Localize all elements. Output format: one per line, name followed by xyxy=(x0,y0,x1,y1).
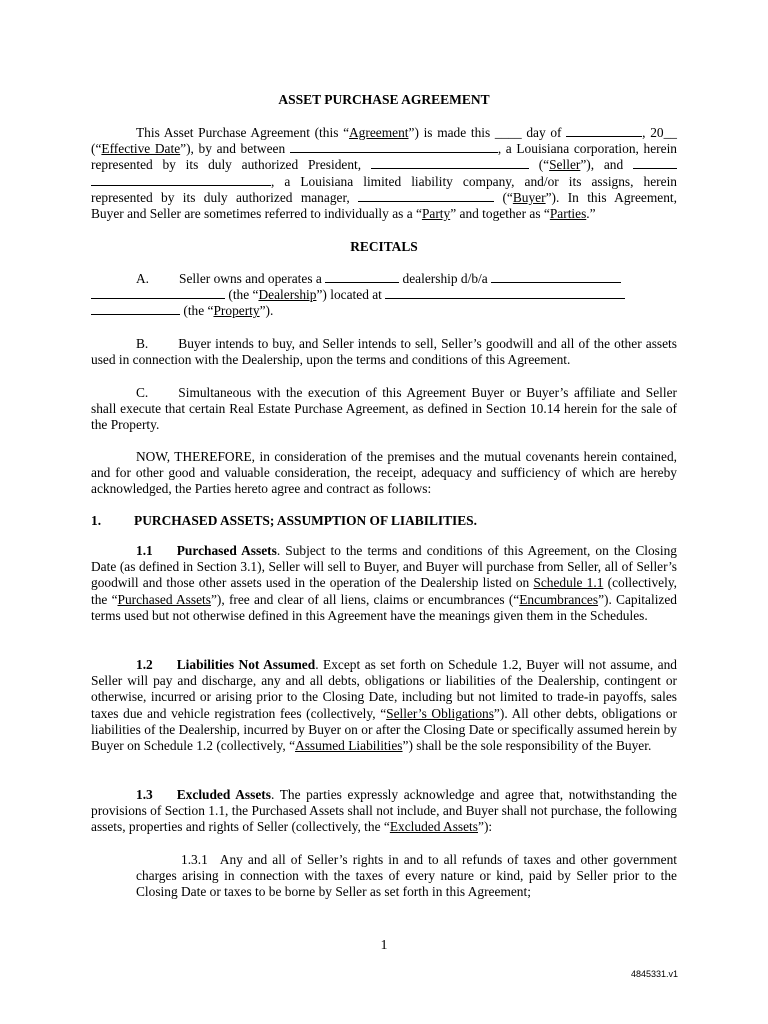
document-id: 4845331.v1 xyxy=(630,969,678,979)
recital-c: C. Simultaneous with the execution of this Agreement Buyer or Buyer’s affiliate and Seller shall execute that certain Real Estate Purchase Agreement, as defined in Section 10.14 herein for the sale of the Property. xyxy=(91,385,677,433)
recital-a: A. Seller owns and operates a dealership d/b/a (the “Dealership”) located at (the “Property”). xyxy=(91,271,677,320)
section-1-3-1: 1.3.1 Any and all of Seller’s rights in and to all refunds of taxes and other government charges arising in connection with the taxes of every nature or kind, paid by Seller prior to the Closing Date or taxes to be borne by Seller as set forth in this Agreement; xyxy=(136,852,677,900)
manager-blank[interactable] xyxy=(358,190,494,202)
president-blank[interactable] xyxy=(371,157,529,169)
section-1-1: 1.1 Purchased Assets. Subject to the terms and conditions of this Agreement, on the Closing Date (as defined in Section 3.1), Seller will sell to Buyer, and Buyer will purchase from Seller, all of Seller’s goodwill and those other assets used in the operation of the Dealership listed on Schedule 1.1 (collectively, the “Purchased Assets”), free and clear of all liens, claims or encumbrances (“Encumbrances”). Capitalized terms used but not otherwise defined in this Agreement have the meanings given them in the Schedules. xyxy=(91,543,678,623)
location-blank-2[interactable] xyxy=(91,303,180,315)
now-therefore-paragraph: NOW, THEREFORE, in consideration of the premises and the mutual covenants herein contained, and for other good and valuable consideration, the receipt, adequacy and sufficiency of which are hereby acknowledged, the Parties hereto agree and contract as follows: xyxy=(91,449,677,497)
recitals-heading: RECITALS xyxy=(350,239,418,254)
buyer-name-blank-2[interactable] xyxy=(91,174,271,186)
dealership-type-blank[interactable] xyxy=(325,271,399,283)
location-blank[interactable] xyxy=(385,287,625,299)
seller-name-blank[interactable] xyxy=(290,141,498,153)
intro-paragraph: This Asset Purchase Agreement (this “Agreement”) is made this ____ day of , 20__ (“Effective Date”), by and between , a Louisiana corporation, herein represented by its duly authorized President, (“Seller”), and , a Louisiana limited liability company, and/or its assigns, herein represented by its duly authorized manager, (“Buyer”). In this Agreement, Buyer and Seller are sometimes referred to individually as a “Party” and together as “Parties.” xyxy=(91,125,677,222)
section-1-heading: 1. PURCHASED ASSETS; ASSUMPTION OF LIABILITIES. xyxy=(91,513,477,528)
section-1-2: 1.2 Liabilities Not Assumed. Except as set forth on Schedule 1.2, Buyer will not assume, and Seller will pay and discharge, any and all debts, obligations or liabilities of the Dealership, contingent or otherwise, incurred or arising prior to the Closing Date, including but not limited to trade-in payoffs, sales taxes due and vehicle registration fees (collectively, “Seller’s Obligations”). All other debts, obligations or liabilities of the Dealership, incurred by Buyer on or after the Closing Date or specifically assumed herein by Buyer on Schedule 1.2 (collectively, “Assumed Liabilities”) shall be the sole responsibility of the Buyer. xyxy=(91,657,678,754)
day-blank[interactable] xyxy=(566,125,642,137)
recital-b: B. Buyer intends to buy, and Seller intends to sell, Seller’s goodwill and all of the other assets used in connection with the Dealership, upon the terms and conditions of this Agreement. xyxy=(91,336,677,368)
dba-blank[interactable] xyxy=(491,271,621,283)
section-1-3: 1.3 Excluded Assets. The parties expressly acknowledge and agree that, notwithstanding the provisions of Section 1.1, the Purchased Assets shall not include, and Buyer shall not purchase, the following assets, properties and rights of Seller (collectively, the “Excluded Assets”): xyxy=(91,787,677,835)
dba-blank-2[interactable] xyxy=(91,287,225,299)
document-title: ASSET PURCHASE AGREEMENT xyxy=(278,92,490,107)
buyer-name-blank-1[interactable] xyxy=(633,157,677,169)
page-number: 1 xyxy=(380,938,388,953)
